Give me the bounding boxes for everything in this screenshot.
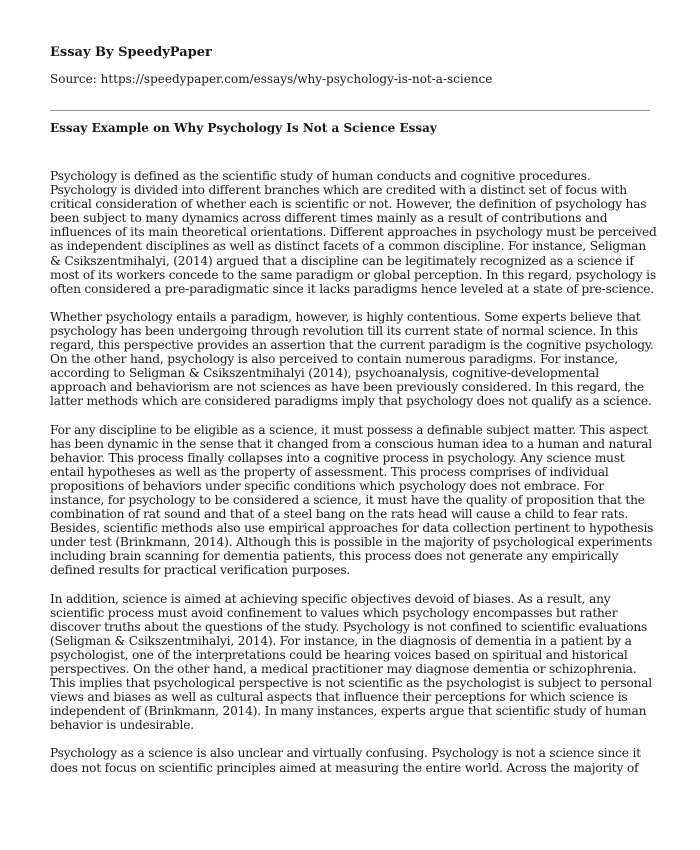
paragraph-line: & Csikszentmihalyi, (2014) argued that a discipline can be legitimately recognized as a science if bbox=[50, 253, 634, 268]
paragraph-line: latter methods which are considered paradigms imply that psychology does not qualify as a science. bbox=[50, 394, 652, 409]
paragraph-line: (Seligman & Csikszentmihalyi, 2014). For instance, in the diagnosis of dementia in a patient by a bbox=[50, 633, 632, 648]
paragraph-line: behavior. This process finally collapses into a cognitive process in psychology. Any science must bbox=[50, 450, 625, 465]
paragraph-line: defined results for practical verification purposes. bbox=[50, 563, 351, 578]
essay-body bbox=[50, 169, 657, 789]
paragraph-line: been subject to many dynamics across different times mainly as a result of contributions and bbox=[50, 211, 608, 226]
paragraph-line: This implies that psychological perspective is not scientific as the psychologist is subject to personal bbox=[50, 676, 652, 691]
paragraph-line: critical consideration of whether each is scientific or not. However, the definition of psychology has bbox=[50, 197, 647, 212]
paragraph-line: perspectives. On the other hand, a medical practitioner may diagnose dementia or schizophrenia. bbox=[50, 662, 637, 676]
essay-paragraph bbox=[50, 310, 654, 409]
essay-paragraph bbox=[50, 169, 657, 296]
paragraph-line: entail hypotheses as well as the property of assessment. This process comprises of individual bbox=[50, 464, 609, 479]
paragraph-line: Whether psychology entails a paradigm, however, is highly contentious. Some experts believe that bbox=[50, 309, 641, 324]
essay-paragraph bbox=[50, 423, 654, 578]
essay-title: Essay Example on Why Psychology Is Not a Science Essay bbox=[50, 121, 437, 135]
paragraph-line: Psychology as a science is also unclear and virtually confusing. Psychology is not a science since it bbox=[50, 746, 641, 761]
paragraph-line: propositions of behaviors under specific conditions which psychology does not embrace. For bbox=[50, 478, 604, 493]
paragraph-line: Besides, scientific methods also use empirical approaches for data collection pertinent to hypothesis bbox=[50, 521, 654, 536]
paragraph-line: For any discipline to be eligible as a science, it must possess a definable subject matter. This aspect bbox=[50, 422, 648, 437]
paragraph-line: independent of (Brinkmann, 2014). In many instances, experts argue that scientific study of human bbox=[50, 704, 647, 719]
paragraph-line: discover truths about the questions of the study. Psychology is not confined to scientific evaluations bbox=[50, 619, 648, 634]
paragraph-line: as independent disciplines as well as distinct facets of a common discipline. For instance, Seligman bbox=[50, 239, 647, 254]
essay-paragraph bbox=[50, 746, 654, 774]
paragraph-line: most of its workers concede to the same paradigm or global perception. In this regard, psychology is bbox=[50, 267, 656, 282]
paragraph-line: according to Seligman & Csikszentmihalyi (2014), psychoanalysis, cognitive-developmental bbox=[50, 366, 599, 381]
paragraph-line: scientific process must avoid confinement to values which psychology encompasses but rather bbox=[50, 605, 618, 620]
paragraph-line: On the other hand, psychology is also perceived to contain numerous paradigms. For instance, bbox=[50, 352, 619, 367]
paragraph-line: behavior is undesirable. bbox=[50, 718, 194, 733]
paragraph-line: has been dynamic in the sense that it changed from a conscious human idea to a human and natural bbox=[50, 436, 652, 451]
paragraph-line: often considered a pre-paradigmatic since it lacks paradigms hence leveled at a state of pre-science. bbox=[50, 281, 654, 296]
paragraph-line: including brain scanning for dementia patients, this process does not generate any empirically bbox=[50, 549, 619, 564]
paragraph-line: psychologist, one of the interpretations could be hearing voices based on spiritual and historical bbox=[50, 647, 628, 662]
paragraph-line: In addition, science is aimed at achieving specific objectives devoid of biases. As a result, any bbox=[50, 591, 611, 606]
essay-paragraph bbox=[50, 592, 654, 733]
paragraph-line: Psychology is defined as the scientific study of human conducts and cognitive procedures. bbox=[50, 169, 591, 183]
paragraph-line: psychology has been undergoing through revolution till its current state of normal science. In this bbox=[50, 323, 638, 338]
paragraph-line: approach and behaviorism are not sciences as have been previously considered. In this regard, the bbox=[50, 380, 644, 395]
paragraph-line: views and biases as well as cultural aspects that influence their perceptions for which science is bbox=[50, 690, 628, 705]
paragraph-line: combination of rat sound and that of a steel bang on the rats head will cause a child to fear rats. bbox=[50, 507, 629, 522]
source-line: Source: https://speedypaper.com/essays/why-psychology-is-not-a-science bbox=[50, 72, 493, 86]
header-divider bbox=[50, 110, 650, 111]
paragraph-line: instance, for psychology to be considered a science, it must have the quality of proposition that the bbox=[50, 492, 645, 507]
document-header-title: Essay By SpeedyPaper bbox=[50, 45, 212, 60]
paragraph-line: does not focus on scientific principles aimed at measuring the entire world. Across the majority of bbox=[50, 760, 639, 775]
paragraph-line: influences of its main theoretical orientations. Different approaches in psychology must be perceived bbox=[50, 225, 657, 240]
paragraph-line: Psychology is divided into different branches which are credited with a distinct set of focus with bbox=[50, 183, 627, 198]
paragraph-line: regard, this perspective provides an assertion that the current paradigm is the cognitive psychology. bbox=[50, 338, 654, 353]
paragraph-line: under test (Brinkmann, 2014). Although this is possible in the majority of psychological experiments bbox=[50, 535, 653, 550]
